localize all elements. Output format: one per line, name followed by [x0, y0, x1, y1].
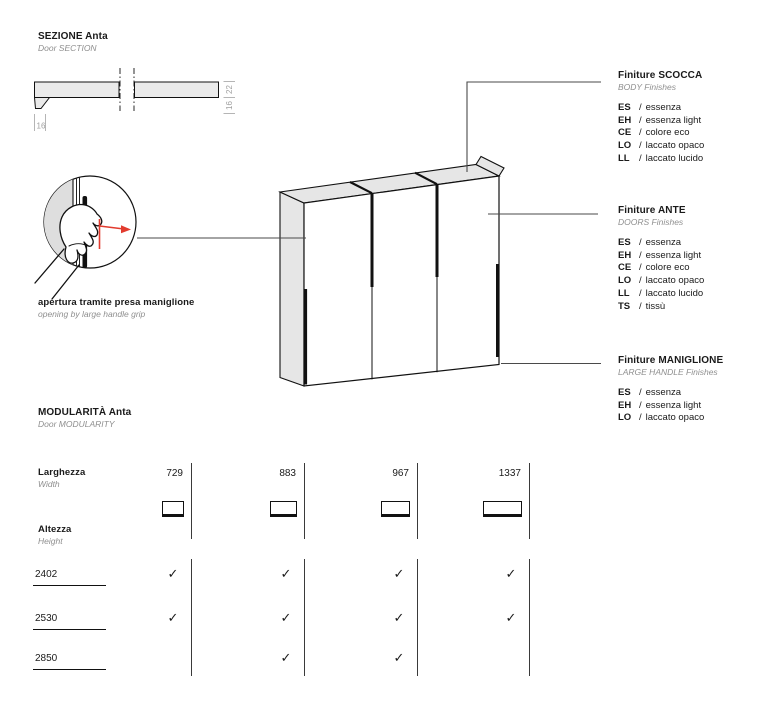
finish-code: LO	[618, 412, 632, 424]
height-underline	[33, 629, 106, 630]
finish-name: laccato opaco	[645, 412, 705, 424]
modularity-title-block	[38, 407, 131, 430]
finish-separator: /	[639, 249, 642, 261]
finish-separator: /	[639, 140, 642, 152]
section-bar-left	[35, 82, 120, 98]
availability-check: ✓	[393, 610, 405, 625]
column-divider	[529, 559, 530, 676]
finishes-ante-title: Finiture ANTE	[618, 205, 686, 216]
finish-item	[618, 140, 704, 153]
handle-grip-illustration	[35, 172, 136, 299]
dim-handle-depth-label: 16	[36, 121, 46, 131]
finish-separator: /	[639, 114, 642, 126]
dim-top-thickness-label: 22	[225, 85, 234, 94]
finishes-maniglione-subtitle: LARGE HANDLE Finishes	[618, 367, 718, 377]
finish-name: laccato lucido	[645, 152, 704, 164]
width-value: 729	[166, 468, 183, 479]
finish-item	[618, 387, 723, 400]
wardrobe-drawing	[280, 157, 504, 387]
finish-code: EH	[618, 399, 632, 411]
finish-item	[618, 237, 704, 250]
forearm-line	[35, 249, 64, 283]
finish-item	[618, 127, 704, 140]
leader-scocca	[467, 82, 601, 172]
finish-item	[618, 115, 704, 128]
width-label-en: Width	[38, 479, 60, 489]
availability-check: ✓	[167, 566, 179, 581]
width-value: 883	[279, 468, 296, 479]
finishes-maniglione-title: Finiture MANIGLIONE	[618, 355, 724, 366]
door-section-drawing	[35, 68, 236, 131]
finish-name: essenza light	[645, 114, 702, 126]
finish-item	[618, 275, 704, 288]
finish-item	[618, 262, 704, 275]
finishes-maniglione-block	[618, 355, 723, 425]
finishes-scocca-block	[618, 70, 704, 166]
finish-code: ES	[618, 387, 631, 398]
finish-separator: /	[639, 387, 642, 398]
finish-code: ES	[618, 102, 631, 113]
finish-name: essenza	[645, 102, 682, 113]
column-divider	[304, 463, 305, 539]
section-bar-right	[135, 82, 219, 98]
availability-check: ✓	[280, 566, 292, 581]
width-value: 967	[392, 468, 409, 479]
section-subtitle: Door SECTION	[38, 43, 97, 53]
column-divider	[417, 559, 418, 676]
grip-caption-it: apertura tramite presa maniglione	[38, 297, 195, 308]
height-value: 2850	[35, 653, 58, 664]
finish-item	[618, 250, 704, 263]
finish-code: LL	[618, 152, 630, 164]
availability-check: ✓	[393, 566, 405, 581]
forearm-line	[52, 265, 79, 299]
finish-name: essenza light	[645, 249, 702, 261]
finish-code: CE	[618, 127, 632, 139]
height-value: 2530	[35, 613, 58, 624]
finish-item	[618, 153, 704, 166]
height-underline	[33, 669, 106, 670]
finish-separator: /	[639, 412, 642, 424]
finish-code: ES	[618, 237, 631, 248]
availability-check: ✓	[167, 610, 179, 625]
finish-code: EH	[618, 114, 632, 126]
finish-code: LO	[618, 275, 632, 287]
height-label: Altezza	[38, 524, 72, 535]
finish-separator: /	[639, 152, 642, 164]
finish-name: laccato opaco	[645, 275, 705, 287]
finish-item	[618, 301, 704, 314]
finish-name: colore eco	[645, 127, 690, 139]
finish-separator: /	[639, 275, 642, 287]
finishes-scocca-title: Finiture SCOCCA	[618, 70, 703, 81]
height-value: 2402	[35, 569, 58, 580]
dim-mid-thickness-label: 16	[225, 101, 234, 110]
finish-name: laccato opaco	[645, 140, 705, 152]
finishes-ante-block	[618, 205, 704, 313]
modularity-title: MODULARITÀ Anta	[38, 407, 132, 418]
section-title: SEZIONE Anta	[38, 31, 108, 42]
section-title-block	[38, 31, 108, 54]
grip-caption-block	[38, 297, 194, 320]
finish-name: essenza	[645, 387, 682, 398]
finish-code: CE	[618, 262, 632, 274]
column-divider	[417, 463, 418, 539]
finish-name: laccato lucido	[645, 287, 704, 299]
finish-separator: /	[639, 127, 642, 139]
finish-separator: /	[639, 237, 642, 248]
finish-item	[618, 102, 704, 115]
finish-name: essenza	[645, 237, 682, 248]
finish-name: colore eco	[645, 262, 690, 274]
width-label: Larghezza	[38, 467, 86, 478]
finish-code: EH	[618, 249, 632, 261]
grip-caption-en: opening by large handle grip	[38, 309, 146, 319]
width-label-block	[38, 467, 85, 490]
module-width-icon	[381, 501, 410, 517]
finish-name: essenza light	[645, 399, 702, 411]
height-underline	[33, 585, 106, 586]
finish-separator: /	[639, 102, 642, 113]
finish-item	[618, 288, 704, 301]
finish-separator: /	[639, 287, 642, 299]
finishes-ante-subtitle: DOORS Finishes	[618, 217, 684, 227]
width-value: 1337	[498, 468, 521, 479]
finish-code: LL	[618, 287, 630, 299]
availability-check: ✓	[505, 610, 517, 625]
section-handle-profile	[35, 98, 50, 109]
column-divider	[191, 463, 192, 539]
module-width-icon	[483, 501, 522, 517]
finish-item	[618, 400, 723, 413]
column-divider	[191, 559, 192, 676]
column-divider	[529, 463, 530, 539]
availability-check: ✓	[280, 650, 292, 665]
height-label-en: Height	[38, 536, 63, 546]
finishes-scocca-subtitle: BODY Finishes	[618, 82, 676, 92]
finish-name: tissù	[645, 300, 666, 312]
availability-check: ✓	[393, 650, 405, 665]
finishes-maniglione-list	[618, 387, 723, 425]
availability-check: ✓	[505, 566, 517, 581]
availability-check: ✓	[280, 610, 292, 625]
finish-item	[618, 412, 723, 425]
finish-code: TS	[618, 300, 631, 312]
finishes-ante-list	[618, 237, 704, 313]
finish-code: LO	[618, 140, 632, 152]
module-width-icon	[270, 501, 297, 517]
finishes-scocca-list	[618, 102, 704, 166]
height-label-block	[38, 524, 71, 547]
column-divider	[304, 559, 305, 676]
wardrobe-left-panel	[280, 192, 304, 386]
modularity-subtitle: Door MODULARITY	[38, 419, 115, 429]
finish-separator: /	[639, 262, 642, 274]
finish-separator: /	[639, 399, 642, 411]
wardrobe-front-face	[304, 176, 499, 386]
finish-separator: /	[639, 300, 642, 312]
module-width-icon	[162, 501, 184, 517]
